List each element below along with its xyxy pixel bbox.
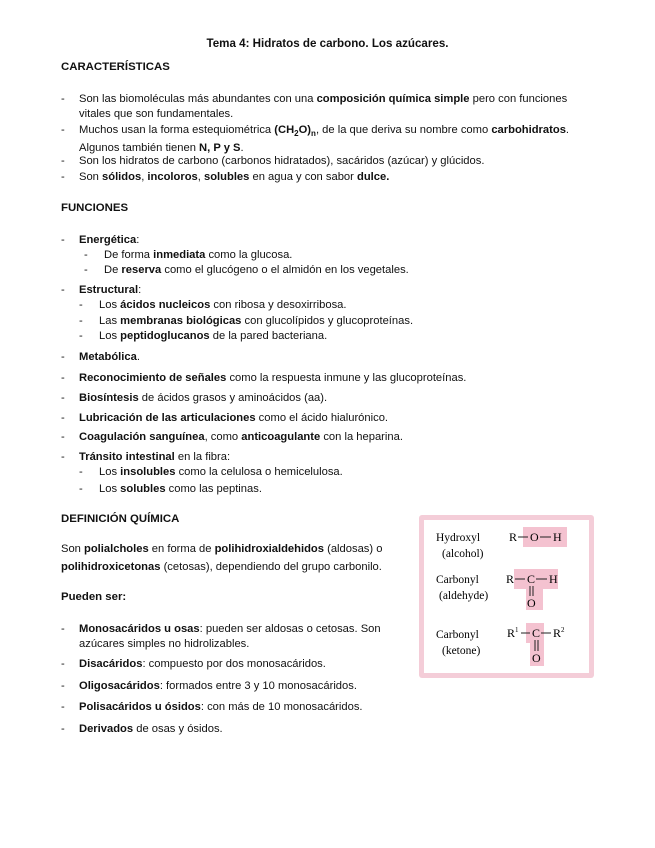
sub-list-item: - Los ácidos nucleicos con ribosa y desoxirribosa. [79, 299, 347, 311]
sub-list-item: - De forma inmediata como la glucosa. [84, 249, 293, 261]
ketone-label: (ketone) [442, 645, 481, 657]
list-item: - Energética: [61, 234, 140, 246]
list-item: - Oligosacáridos: formados entre 3 y 10 monosacáridos. [61, 680, 357, 692]
list-item: - Muchos usan la forma estequiométrica $(CH_2O)_n$, de la que deriva su nombre como carbohidratos. Algunos también tienen N, P y S. [61, 124, 570, 155]
sub-list-item: - Las membranas biológicas con glucolípidos y glucoproteínas. [79, 315, 414, 327]
svg-text:R: R [506, 572, 515, 586]
list-item: - Son los hidratos de carbono (carbonos hidratados), sacáridos (azúcar) y glúcidos. [61, 155, 485, 167]
svg-text:C: C [532, 626, 541, 640]
bullet-dash: - [61, 431, 65, 443]
svg-text:O: O [532, 651, 541, 665]
list-item: - Son las biomoléculas más abundantes con una composición química simple pero con funciones vitales que son fundamentales. [61, 93, 568, 120]
svg-text:H: H [549, 572, 558, 586]
svg-text:H: H [553, 530, 562, 544]
bullet-dash: - [61, 372, 65, 384]
svg-text:O: O [527, 596, 536, 610]
bullet-dash: - [61, 93, 65, 105]
list-item: - Disacáridos: compuesto por dos monosacáridos. [61, 658, 326, 670]
sub-list-item: - Los insolubles como la celulosa o hemicelulosa. [79, 466, 343, 478]
list-item: - Lubricación de las articulaciones como el ácido hialurónico. [61, 412, 389, 424]
bullet-dash: - [61, 658, 65, 670]
list-item: - Metabólica. [61, 351, 140, 363]
svg-text:R1: $R^1$ [507, 626, 519, 640]
pueden-ser-label: Pueden ser: [61, 591, 127, 603]
bullet-dash: - [61, 723, 65, 735]
bullet-dash: - [84, 264, 88, 276]
alcohol-label: (alcohol) [442, 548, 484, 560]
section-heading-definicion: DEFINICIÓN QUÍMICA [61, 513, 180, 525]
sub-list-item: - De reserva como el glucógeno o el almidón en los vegetales. [84, 264, 409, 276]
list-item: - Coagulación sanguínea, como anticoagulante con la heparina. [61, 431, 403, 443]
aldehyde-label: (aldehyde) [439, 590, 489, 602]
list-item: - Son sólidos, incoloros, solubles en agua y con sabor dulce. [61, 171, 390, 183]
bullet-dash: - [61, 392, 65, 404]
svg-text:R2: $R^2$ [553, 626, 565, 640]
bullet-dash: - [61, 412, 65, 424]
bullet-dash: - [61, 284, 65, 296]
functional-groups-diagram [419, 515, 594, 678]
page-title: Tema 4: Hidratos de carbono. Los azúcares. [206, 37, 449, 50]
functional-groups-figure [419, 515, 594, 678]
carbonyl-aldehyde-label: Carbonyl [436, 574, 479, 586]
svg-text:C: C [527, 572, 536, 586]
bullet-dash: - [79, 483, 83, 495]
bullet-dash: - [61, 680, 65, 692]
bullet-dash: - [61, 351, 65, 363]
section-heading-funciones: FUNCIONES [61, 202, 129, 214]
hydroxyl-label: Hydroxyl [436, 532, 481, 544]
bullet-dash: - [61, 171, 65, 183]
bullet-dash: - [61, 701, 65, 713]
bullet-dash: - [79, 299, 83, 311]
bullet-dash: - [79, 330, 83, 342]
list-item: - Derivados de osas y ósidos. [61, 723, 223, 735]
bullet-dash: - [61, 451, 65, 463]
svg-text:R: R [509, 530, 518, 544]
bullet-dash: - [79, 315, 83, 327]
bullet-dash: - [61, 124, 65, 136]
carbonyl-ketone-label: Carbonyl [436, 629, 479, 641]
list-item: - Polisacáridos u ósidos: con más de 10 monosacáridos. [61, 701, 363, 713]
list-item: - Estructural: [61, 284, 142, 296]
sub-list-item: - Los peptidoglucanos de la pared bacteriana. [79, 330, 328, 342]
list-item: - Biosíntesis de ácidos grasos y aminoácidos (aa). [61, 392, 328, 404]
bullet-dash: - [84, 249, 88, 261]
bullet-dash: - [79, 466, 83, 478]
svg-text:O: O [530, 530, 539, 544]
list-item: - Monosacáridos u osas: pueden ser aldosas o cetosas. Son azúcares simples no hidrolizables. [61, 623, 381, 650]
bullet-dash: - [61, 155, 65, 167]
bullet-dash: - [61, 234, 65, 246]
list-item: - Tránsito intestinal en la fibra: [61, 451, 231, 463]
sub-list-item: - Los solubles como las peptinas. [79, 483, 262, 495]
bullet-dash: - [61, 623, 65, 635]
definition-paragraph: Son polialcholes en forma de polihidroxialdehidos (aldosas) o polihidroxicetonas (cetosas), dependiendo del grupo carbonilo. [61, 543, 383, 573]
section-heading-caracteristicas: CARACTERÍSTICAS [61, 61, 170, 73]
list-item: - Reconocimiento de señales como la respuesta inmune y las glucoproteínas. [61, 372, 467, 384]
